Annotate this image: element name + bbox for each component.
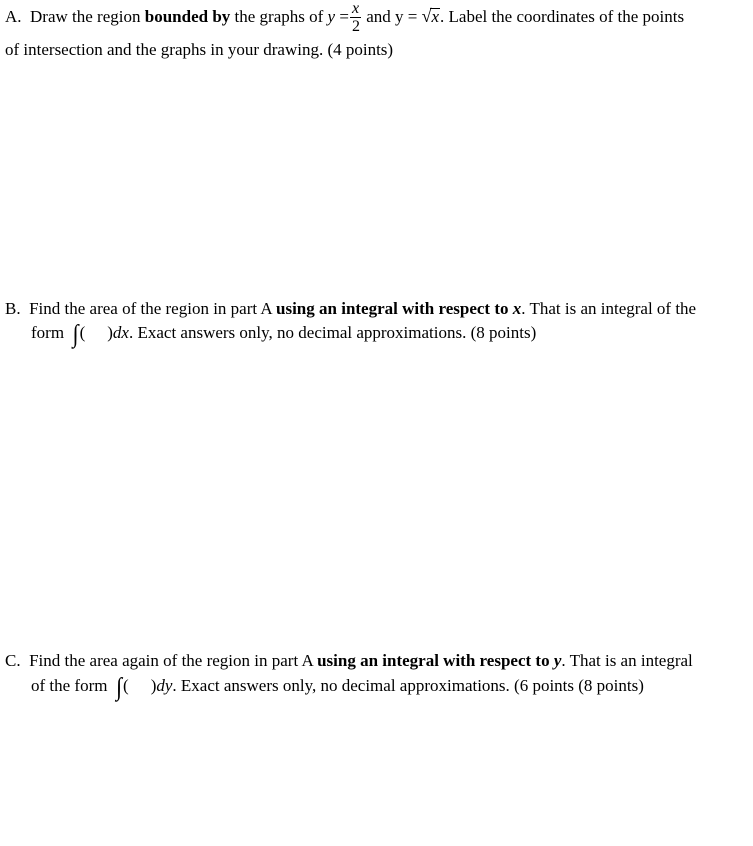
question-c-form-text: of the form	[31, 676, 112, 695]
question-c-text-3: . Exact answers only, no decimal approximations. (6 points (8 points)	[172, 676, 644, 695]
radical-argument: x	[431, 7, 440, 26]
question-b-text-2: . That is an integral of the	[521, 299, 697, 318]
math-var-y: y	[327, 7, 336, 26]
open-paren: (	[79, 323, 86, 342]
fraction-numerator: x	[351, 0, 360, 18]
question-b-bold-var: x	[512, 299, 522, 318]
question-c-bold-var: y	[553, 651, 562, 670]
fraction-x-over-2	[350, 0, 361, 36]
question-a-text-2: the graphs of	[230, 7, 328, 26]
question-a-line-2: of intersection and the graphs in your drawing. (4 points)	[5, 40, 394, 59]
question-b-form-text: form	[31, 323, 69, 342]
question-c-text-2: . That is an integral	[561, 651, 693, 670]
question-c-bold-text: using an integral with respect to	[317, 651, 554, 670]
question-c-line-2	[31, 672, 644, 701]
radical-sign: √	[421, 6, 432, 26]
integral-sign: ∫	[115, 672, 123, 701]
question-b-line-2	[31, 319, 537, 348]
question-b-bold-text: using an integral with respect to	[276, 299, 513, 318]
close-paren: )	[107, 323, 113, 342]
close-paren: )	[150, 676, 157, 695]
question-c-label: C.	[5, 651, 21, 670]
differential-dx: dx	[112, 323, 129, 342]
question-b-line-1	[5, 299, 696, 319]
integral-sign: ∫	[72, 319, 79, 348]
question-a-line-1	[5, 0, 685, 36]
question-c-text: Find the area again of the region in part A	[29, 651, 318, 670]
question-b-text-3: . Exact answers only, no decimal approximations. (8 points)	[128, 323, 537, 342]
differential-dy: dy	[156, 676, 173, 695]
fraction-denominator: 2	[351, 18, 360, 36]
square-root-x	[422, 6, 440, 27]
question-c-line-1	[5, 651, 693, 671]
open-paren: (	[123, 676, 129, 695]
question-a-label: A.	[5, 7, 22, 26]
question-b-label: B.	[5, 299, 21, 318]
question-a-text-4: . Label the coordinates of the points	[440, 7, 685, 26]
question-a-text-3: and y =	[361, 7, 422, 26]
math-equals: =	[335, 7, 349, 26]
question-a-text: Draw the region	[30, 7, 145, 26]
question-b-text: Find the area of the region in part A	[29, 299, 277, 318]
question-a-bold-text: bounded by	[144, 7, 231, 26]
